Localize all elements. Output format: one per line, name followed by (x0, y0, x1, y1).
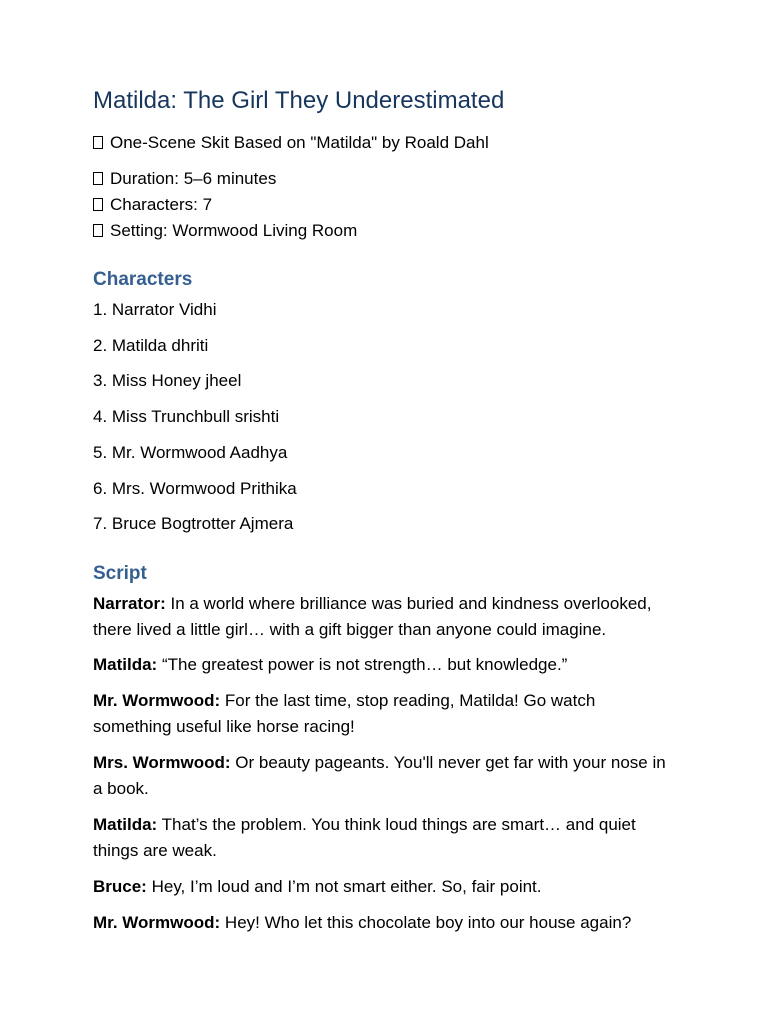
meta-duration-text: Duration: 5–6 minutes (110, 169, 277, 188)
meta-skit (93, 130, 489, 156)
meta-setting-text: Setting: Wormwood Living Room (110, 221, 358, 240)
script-line (93, 910, 673, 936)
character-item: 2. Matilda dhriti (93, 336, 209, 355)
dialogue-text: Or beauty pageants. You'll never get far with your nose in a book. (93, 753, 666, 798)
script-line (93, 812, 673, 864)
speaker-name: Matilda: (93, 655, 158, 674)
script-line (93, 750, 673, 802)
meta-setting (93, 218, 357, 244)
dialogue-text: In a world where brilliance was buried and kindness overlooked, there lived a little girl… with a gift bigger than anyone could imagine. (93, 594, 652, 639)
character-item: 7. Bruce Bogtrotter Ajmera (93, 514, 294, 533)
script-line (93, 688, 673, 740)
characters-heading: Characters (93, 269, 193, 290)
meta-duration (93, 166, 276, 192)
empty-box-icon (93, 198, 103, 211)
meta-characters (93, 192, 212, 218)
dialogue-text: For the last time, stop reading, Matilda! Go watch something useful like horse racing! (93, 691, 596, 736)
character-item: 3. Miss Honey jheel (93, 371, 242, 390)
speaker-name: Matilda: (93, 815, 158, 834)
dialogue-text: That’s the problem. You think loud things are smart… and quiet things are weak. (93, 815, 636, 860)
dialogue-text: Hey, I’m loud and I’m not smart either. So, fair point. (146, 877, 542, 896)
empty-box-icon (93, 172, 103, 185)
speaker-name: Narrator: (93, 594, 166, 613)
speaker-name: Bruce: (93, 877, 147, 896)
speaker-name: Mrs. Wormwood: (93, 753, 231, 772)
character-item: 6. Mrs. Wormwood Prithika (93, 479, 297, 498)
character-item: 1. Narrator Vidhi (93, 300, 217, 319)
empty-box-icon (93, 224, 103, 237)
character-item: 5. Mr. Wormwood Aadhya (93, 443, 288, 462)
script-line (93, 591, 673, 643)
character-item: 4. Miss Trunchbull srishti (93, 407, 280, 426)
script-line (93, 874, 673, 900)
script-heading: Script (93, 563, 147, 584)
meta-characters-text: Characters: 7 (110, 195, 213, 214)
dialogue-text: “The greatest power is not strength… but knowledge.” (157, 655, 568, 674)
dialogue-text: Hey! Who let this chocolate boy into our house again? (220, 913, 632, 932)
speaker-name: Mr. Wormwood: (93, 913, 221, 932)
speaker-name: Mr. Wormwood: (93, 691, 221, 710)
empty-box-icon (93, 136, 103, 149)
script-line (93, 652, 673, 678)
meta-skit-text: One-Scene Skit Based on "Matilda" by Roald Dahl (110, 133, 489, 152)
document-title: Matilda: The Girl They Underestimated (93, 87, 505, 114)
